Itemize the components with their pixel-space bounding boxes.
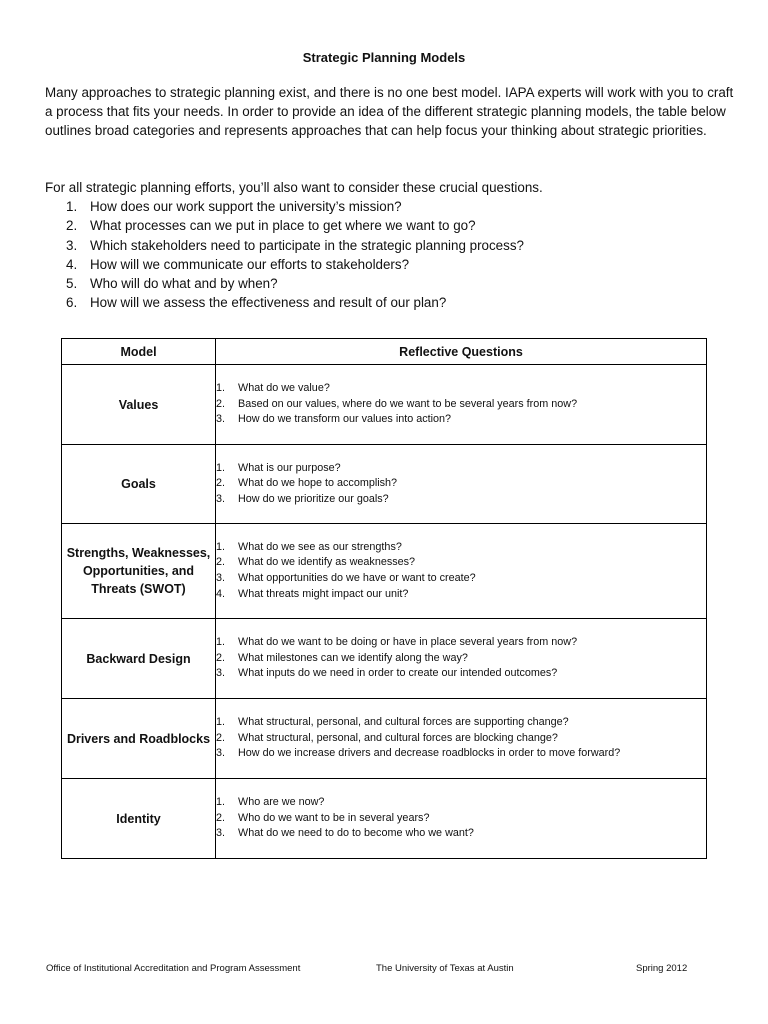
list-item: 1. What do we want to be doing or have in place several years from now?: [216, 636, 578, 649]
model-name: Strengths, Weaknesses, Opportunities, and Threats (SWOT): [62, 524, 216, 619]
model-name: Goals: [62, 445, 216, 524]
table-header-row: [62, 339, 707, 365]
list-item: 1. What do we value?: [216, 382, 330, 395]
list-item: 2. What do we identify as weaknesses?: [216, 556, 416, 569]
list-item: 3. What do we need to do to become who we want?: [216, 827, 474, 840]
model-name: Backward Design: [62, 619, 216, 699]
list-item: 1. What do we see as our strengths?: [216, 540, 402, 553]
list-item: 5. Who will do what and by when?: [66, 276, 278, 292]
list-item: 2. What do we hope to accomplish?: [216, 477, 398, 490]
list-item: 3. How do we transform our values into action?: [216, 413, 452, 426]
reflective-questions: [216, 445, 707, 524]
list-item: 1. What structural, personal, and cultural forces are supporting change?: [216, 716, 569, 729]
table-row: [62, 619, 707, 699]
list-item: 3. Which stakeholders need to participate in the strategic planning process?: [66, 237, 524, 253]
list-item: 3. What opportunities do we have or want to create?: [216, 572, 476, 584]
table-row: [62, 445, 707, 524]
crucial-questions-list: [66, 197, 746, 313]
list-item: 1. How does our work support the university’s mission?: [66, 199, 402, 214]
footer-office: Office of Institutional Accreditation and Program Assessment: [46, 963, 301, 974]
list-item: 1. Who are we now?: [216, 796, 325, 809]
reflective-questions: [216, 699, 707, 779]
reflective-questions: [216, 779, 707, 859]
reflective-questions: [216, 619, 707, 699]
table-row: [62, 524, 707, 619]
list-item: 3. How do we increase drivers and decrease roadblocks in order to move forward?: [216, 747, 621, 760]
page-title: Strategic Planning Models: [302, 50, 466, 65]
list-item: 4. What threats might impact our unit?: [216, 587, 409, 600]
reflective-questions: [216, 524, 707, 619]
header-reflective-questions: Reflective Questions: [216, 339, 707, 365]
list-item: 1. What is our purpose?: [216, 461, 341, 474]
list-item: 2. Based on our values, where do we want to be several years from now?: [216, 397, 578, 410]
list-item: 6. How will we assess the effectiveness and result of our plan?: [66, 295, 447, 311]
model-name: Drivers and Roadblocks: [62, 699, 216, 779]
lead-paragraph: For all strategic planning efforts, you’ll also want to consider these crucial questions.: [45, 180, 543, 195]
list-item: 2. What structural, personal, and cultural forces are blocking change?: [216, 731, 558, 744]
header-model: Model: [62, 339, 216, 365]
model-name: Values: [62, 365, 216, 445]
list-item: 2. What milestones can we identify along the way?: [216, 651, 468, 664]
models-table: [61, 338, 707, 859]
footer-term: Spring 2012: [636, 963, 688, 974]
reflective-questions: [216, 365, 707, 445]
list-item: 4. How will we communicate our efforts to stakeholders?: [66, 256, 410, 272]
footer-university: The University of Texas at Austin: [376, 963, 514, 974]
list-item: 3. How do we prioritize our goals?: [216, 492, 389, 505]
intro-paragraph: Many approaches to strategic planning exist, and there is no one best model. IAPA experts will work with you to craft a process that fits your needs. In order to provide an idea of the different strategic planning models, the table below outlines broad categories and represents approaches that can help focus your thinking about strategic priorities.: [45, 85, 734, 138]
list-item: 3. What inputs do we need in order to create our intended outcomes?: [216, 667, 558, 680]
list-item: 2. Who do we want to be in several years?: [216, 811, 430, 824]
list-item: 2. What processes can we put in place to get where we want to go?: [66, 218, 476, 234]
model-name: Identity: [62, 779, 216, 859]
table-row: [62, 365, 707, 445]
table-row: [62, 779, 707, 859]
table-row: [62, 699, 707, 779]
